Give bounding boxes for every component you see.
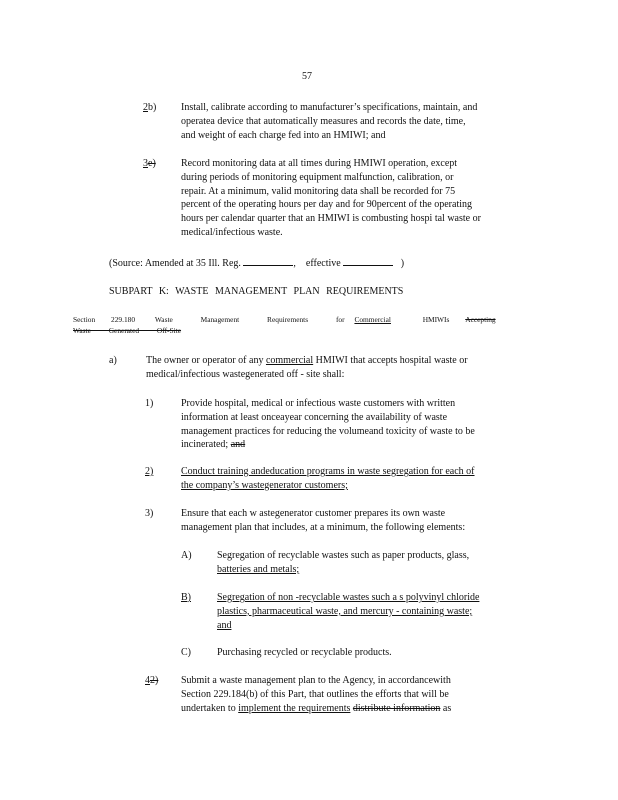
item-A-label: A) [181,550,192,561]
item-a-label: a) [109,355,117,366]
effective-date-blank [343,256,393,266]
section-heading: Section 229.180 Waste Management Requirements for Commercial HMIWIs Accepting [73,315,496,324]
item-3-label: 3e) [143,158,156,169]
item-C-label: C) [181,647,191,658]
item-3-sub-label: 3) [145,508,154,519]
item-A-text: Segregation of recyclable wastes such as paper products, glass, batteries and metals; [217,550,470,575]
item-2b-text: Install, calibrate according to manufacturer’s specifications, maintain, and operatea device that automatically measures and records the date, time, and weight of each charge fed into an HMIWI; and [181,102,478,141]
item-1-text: Provide hospital, medical or infectious waste customers with written information at least onceayear concerning the availability of waste management practices for reducing the volumeand toxicity of waste to be incinerated; and [181,398,475,451]
item-4-text: Submit a waste management plan to the Agency, in accordancewith Section 229.184(b) of this Part, that outlines the efforts that will be undertaken to implement the requirements distribute information as [181,675,452,714]
subpart-heading: SUBPART K: WASTE MANAGEMENT PLAN REQUIREMENTS [109,286,404,297]
item-2b-label: 2b) [143,102,157,113]
item-a-text: The owner or operator of any commercial HMIWI that accepts hospital waste or medical/infectious wastegenerated off - site shall: [146,355,468,380]
item-B-label: B) [181,592,191,603]
item-B-text: Segregation of non -recyclable wastes such a s polyvinyl chloride plastics, pharmaceutical waste, and mercury - containing waste; and [217,592,480,631]
page-number: 57 [302,71,312,82]
item-3-text: Record monitoring data at all times during HMIWI operation, except during periods of monitoring equipment malfunction, calibration, or repair. At a minimum, valid monitoring data shall be recorded for 75 percent of the operating hours per day and for 90percent of the operating hours per calendar quarter that an HMIWI is combusting hospi tal waste or medical/infectious waste. [181,158,481,238]
item-3-sub-text: Ensure that each w astegenerator customer prepares its own waste management plan that includes, at a minimum, the following elements: [181,508,466,533]
source-date-blank [243,256,293,266]
section-heading-deleted: Waste Generated Off-Site [73,326,182,335]
item-C-text: Purchasing recycled or recyclable products. [217,647,392,658]
item-2-text: Conduct training andeducation programs in waste segregation for each of the company’s wastegenerator customers; [181,466,475,491]
item-4-label: 42) [145,675,159,686]
item-1-label: 1) [145,398,154,409]
source-note: (Source: Amended at 35 Ill. Reg. , effective ) [109,258,405,269]
item-2-label: 2) [145,466,154,477]
